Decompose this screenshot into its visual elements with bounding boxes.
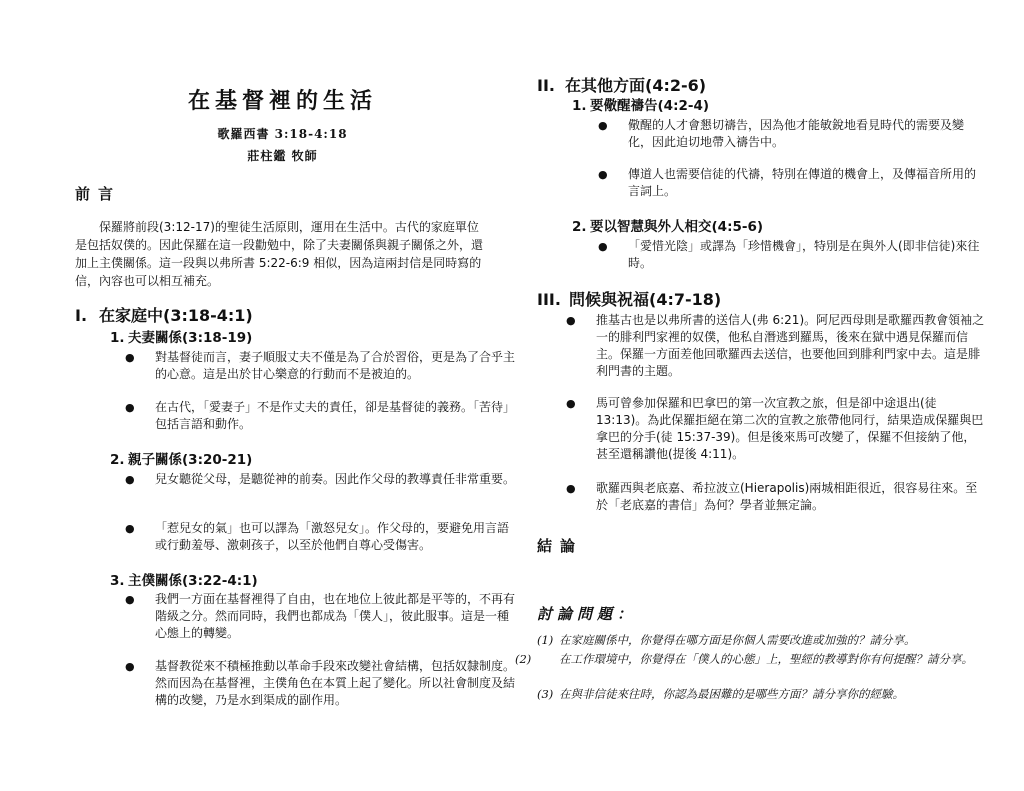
subsection-number: 2.	[572, 219, 587, 235]
bullet-item	[125, 349, 520, 383]
section-3-title: 問候與祝福(4:7-18)	[569, 290, 722, 309]
bullet-item	[598, 166, 985, 200]
subsection-number: 3.	[110, 573, 125, 589]
bullet-item	[125, 520, 520, 554]
bullet-item	[125, 591, 520, 642]
subsection-title: 親子關係(3:20-21)	[128, 452, 253, 468]
discussion-question	[515, 651, 989, 668]
section-2-heading	[537, 76, 706, 96]
subsection-number: 2.	[110, 452, 125, 468]
bullet-icon: ●	[125, 473, 135, 486]
bullet-text: 推基古也是以弗所書的送信人(弗 6:21)。阿尼西母則是歌羅西教會領袖之一的腓利門家裡的奴僕，他私自潛逃到羅馬，後來在獄中遇見保羅而信主。保羅一方面差他回歌羅西去送信，也要他回到腓利門家中去。這是腓利門書的主題。	[596, 313, 985, 378]
preface-paragraph: 保羅將前段(3:12-17)的聖徒生活原則，運用在生活中。古代的家庭單位是包括奴僕的。因此保羅在這一段勸勉中，除了夫妻關係與親子關係之外，還加上主僕關係。這一段與以弗所書 5:22-6:9 相似，因為這兩封信是同時寫的信，內容也可以相互補充。	[75, 220, 484, 288]
section-2-label: II.	[537, 76, 555, 95]
bullet-item	[598, 238, 985, 272]
discussion-question	[537, 632, 967, 649]
bullet-icon: ●	[598, 168, 608, 181]
subsection-title: 夫妻關係(3:18-19)	[128, 330, 253, 346]
bullet-icon: ●	[125, 401, 135, 414]
question-text: 在家庭關係中，你覺得在哪方面是你個人需要改進或加強的？請分享。	[559, 633, 916, 647]
bullet-text: 基督教從來不積極推動以革命手段來改變社會結構，包括奴隸制度。然而因為在基督裡，主僕角色在本質上起了變化。所以社會制度及結構的改變，乃是水到渠成的副作用。	[155, 659, 516, 707]
section-1-title: 在家庭中(3:18-4:1)	[99, 306, 253, 325]
bullet-item	[125, 471, 520, 488]
bullet-text: 儆醒的人才會懇切禱告，因為他才能敏銳地看見時代的需要及變化，因此迫切地帶入禱告中。	[628, 118, 965, 149]
subsection-title: 要以智慧與外人相交(4:5-6)	[590, 219, 764, 235]
subsection-heading	[572, 218, 763, 236]
bullet-item	[566, 480, 985, 514]
section-1-label: I.	[75, 306, 88, 325]
subsection-heading	[110, 451, 252, 469]
bullet-item	[566, 312, 985, 380]
question-number: (1)	[537, 633, 554, 647]
bullet-text: 「愛惜光陰」或譯為「珍惜機會」，特別是在與外人(即非信徒)來往時。	[628, 239, 980, 270]
section-1-heading	[75, 306, 253, 326]
question-number: (3)	[537, 687, 554, 701]
bullet-text: 我們一方面在基督裡得了自由，也在地位上彼此都是平等的，不再有階級之分。然而同時，我們也都成為「僕人」，彼此服事。這是一種心態上的轉變。	[155, 592, 516, 640]
bullet-icon: ●	[598, 119, 608, 132]
bullet-icon: ●	[125, 522, 135, 535]
bullet-icon: ●	[566, 397, 576, 410]
bullet-text: 在古代，「愛妻子」不是作丈夫的責任，卻是基督徒的義務。「苦待」包括言語和動作。	[155, 400, 516, 431]
conclusion-heading: 結論	[537, 537, 584, 555]
bullet-text: 歌羅西與老底嘉、希拉波立(Hierapolis)兩城相距很近，很容易往來。至於「老底嘉的書信」為何？學者並無定論。	[596, 481, 978, 512]
bullet-text: 傳道人也需要信徒的代禱，特別在傳道的機會上，及傳福音所用的言詞上。	[628, 167, 977, 198]
bullet-text: 兒女聽從父母，是聽從神的前奏。因此作父母的教導責任非常重要。	[155, 472, 516, 486]
subsection-heading	[110, 329, 252, 347]
section-3-label: III.	[537, 290, 561, 309]
page-title: 在基督裡的生活	[187, 88, 377, 114]
bullet-icon: ●	[566, 482, 576, 495]
bullet-item	[125, 399, 520, 433]
bullet-item	[598, 117, 985, 151]
bullet-icon: ●	[125, 351, 135, 364]
question-number: (2)	[515, 652, 532, 666]
bullet-text: 對基督徒而言，妻子順服丈夫不僅是為了合於習俗，更是為了合乎主的心意。這是出於甘心樂意的行動而不是被迫的。	[155, 350, 516, 381]
bullet-icon: ●	[566, 314, 576, 327]
discussion-heading: 討論問題：	[537, 605, 638, 623]
bullet-icon: ●	[125, 593, 135, 606]
bullet-icon: ●	[125, 660, 135, 673]
subsection-number: 1.	[110, 330, 125, 346]
subsection-title: 要儆醒禱告(4:2-4)	[590, 98, 710, 114]
discussion-question	[537, 686, 967, 703]
subsection-heading	[110, 572, 258, 590]
question-text: 在工作環境中，你覺得在「僕人的心態」上，聖經的教導對你有何提醒？請分享。	[559, 652, 973, 666]
preface-heading: 前言	[75, 185, 122, 203]
bullet-item	[125, 658, 520, 709]
subsection-number: 1.	[572, 98, 587, 114]
bullet-text: 「惹兒女的氣」也可以譯為「激怒兒女」。作父母的，要避免用言語或行動羞辱、激刺孩子，以至於他們自尊心受傷害。	[155, 521, 510, 552]
subsection-title: 主僕關係(3:22-4:1)	[128, 573, 258, 589]
preacher-name: 莊柱鑑 牧師	[247, 149, 318, 163]
bullet-icon: ●	[598, 240, 608, 253]
scripture-reference: 歌羅西書 3:18-4:18	[217, 127, 348, 141]
bullet-text: 馬可曾參加保羅和巴拿巴的第一次宣教之旅，但是卻中途退出(徒 13:13)。為此保羅拒絕在第二次的宣教之旅帶他同行，結果造成保羅與巴拿巴的分手(徒 15:37-39)。但是後來馬可改變了，保羅不但接納了他，甚至還稱讚他(提後 4:11)。	[596, 396, 984, 461]
section-2-title: 在其他方面(4:2-6)	[565, 76, 707, 95]
question-text: 在與非信徒來往時，你認為最困難的是哪些方面？請分享你的經驗。	[559, 687, 904, 701]
bullet-item	[566, 395, 985, 463]
section-3-heading	[537, 290, 721, 310]
subsection-heading	[572, 97, 709, 115]
